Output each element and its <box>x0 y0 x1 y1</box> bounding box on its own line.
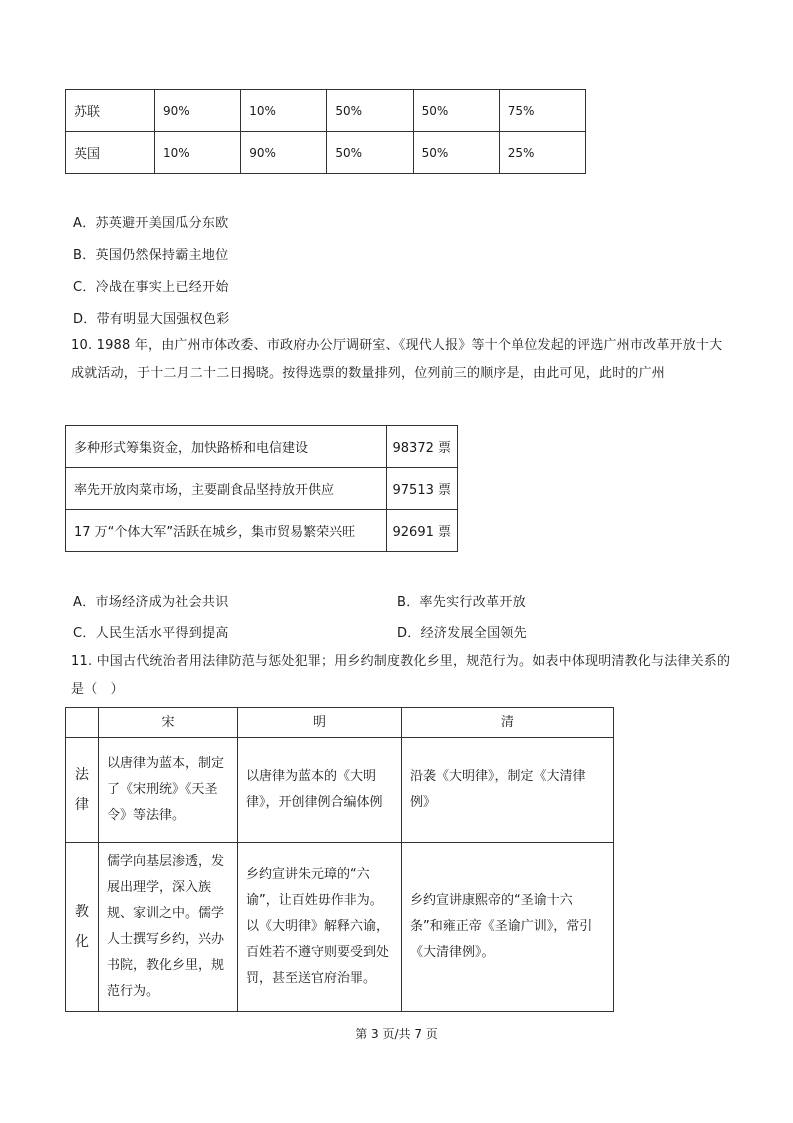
q10-option-c: C．人民生活水平得到提高 <box>73 626 229 641</box>
q9-option-d: D．带有明显大国强权色彩 <box>73 312 230 327</box>
table-cell: 多种形式筹集资金，加快路桥和电信建设 <box>66 426 387 468</box>
table-row <box>66 468 458 510</box>
q11-stem: 11. 中国古代统治者用法律防范与惩处犯罪；用乡约制度教化乡里，规范行为。如表中体现明清教化与法律关系的是（ ） <box>71 654 731 697</box>
law-education-table <box>65 707 614 1012</box>
table-header-cell: 清 <box>402 708 614 738</box>
table-row <box>66 426 458 468</box>
q9-option-c: C．冷战在事实上已经开始 <box>73 280 229 295</box>
table-cell: 英国 <box>66 132 155 174</box>
table-cell: 以唐律为蓝本的《大明律》，开创律例合编体例 <box>238 738 402 843</box>
q10-option-a: A．市场经济成为社会共识 <box>73 595 229 610</box>
table-cell: 17 万“个体大军”活跃在城乡，集市贸易繁荣兴旺 <box>66 510 387 552</box>
table-row <box>66 843 614 1012</box>
table-header-cell: 明 <box>238 708 402 738</box>
table-row <box>66 510 458 552</box>
table-cell: 50% <box>327 90 413 132</box>
table-header-cell <box>66 708 99 738</box>
table-cell: 苏联 <box>66 90 155 132</box>
table-cell: 25% <box>499 132 585 174</box>
table-cell: 50% <box>413 90 499 132</box>
q9-option-a: A．苏英避开美国瓜分东欧 <box>73 216 229 231</box>
table-cell: 10% <box>155 132 241 174</box>
table-row <box>66 132 586 174</box>
q10-option-d: D．经济发展全国领先 <box>397 626 528 641</box>
q9-option-b: B．英国仍然保持霸主地位 <box>73 248 229 263</box>
table-header-row <box>66 708 614 738</box>
table-cell: 90% <box>241 132 327 174</box>
table-cell: 儒学向基层渗透，发展出理学，深入族规、家训之中。儒学人士撰写乡约，兴办书院，教化乡里，规范行为。 <box>99 843 238 1012</box>
table-cell: 沿袭《大明律》，制定《大清律例》 <box>402 738 614 843</box>
table-cell: 50% <box>327 132 413 174</box>
table-cell: 以唐律为蓝本，制定了《宋刑统》《天圣令》等法律。 <box>99 738 238 843</box>
table-header-cell: 宋 <box>99 708 238 738</box>
table-cell: 10% <box>241 90 327 132</box>
q10-option-b: B．率先实行改革开放 <box>397 595 526 610</box>
table-cell: 乡约宣讲康熙帝的“圣谕十六条”和雍正帝《圣谕广训》，常引《大清律例》。 <box>402 843 614 1012</box>
vote-count: 92691 票 <box>386 510 458 552</box>
table-cell: 50% <box>413 132 499 174</box>
vote-count: 97513 票 <box>386 468 458 510</box>
share-percentage-table <box>65 89 586 174</box>
table-row <box>66 738 614 843</box>
page-footer: 第 3 页/共 7 页 <box>355 1027 438 1041</box>
guangzhou-votes-table <box>65 425 458 552</box>
table-row <box>66 90 586 132</box>
table-cell: 乡约宣讲朱元璋的“六谕”，让百姓毋作非为。以《大明律》解释六谕，百姓若不遵守则要受到处罚，甚至送官府治罪。 <box>238 843 402 1012</box>
table-cell: 率先开放肉菜市场，主要副食品坚持放开供应 <box>66 468 387 510</box>
table-cell: 90% <box>155 90 241 132</box>
vote-count: 98372 票 <box>386 426 458 468</box>
table-cell: 75% <box>499 90 585 132</box>
row-label: 教化 <box>66 843 99 1012</box>
q10-stem: 10. 1988 年，由广州市体改委、市政府办公厅调研室、《现代人报》等十个单位发起的评选广州市改革开放十大成就活动，于十二月二十二日揭晓。按得选票的数量排列，位列前三的顺序是，由此可见，此时的广州 <box>71 338 723 381</box>
row-label: 法律 <box>66 738 99 843</box>
